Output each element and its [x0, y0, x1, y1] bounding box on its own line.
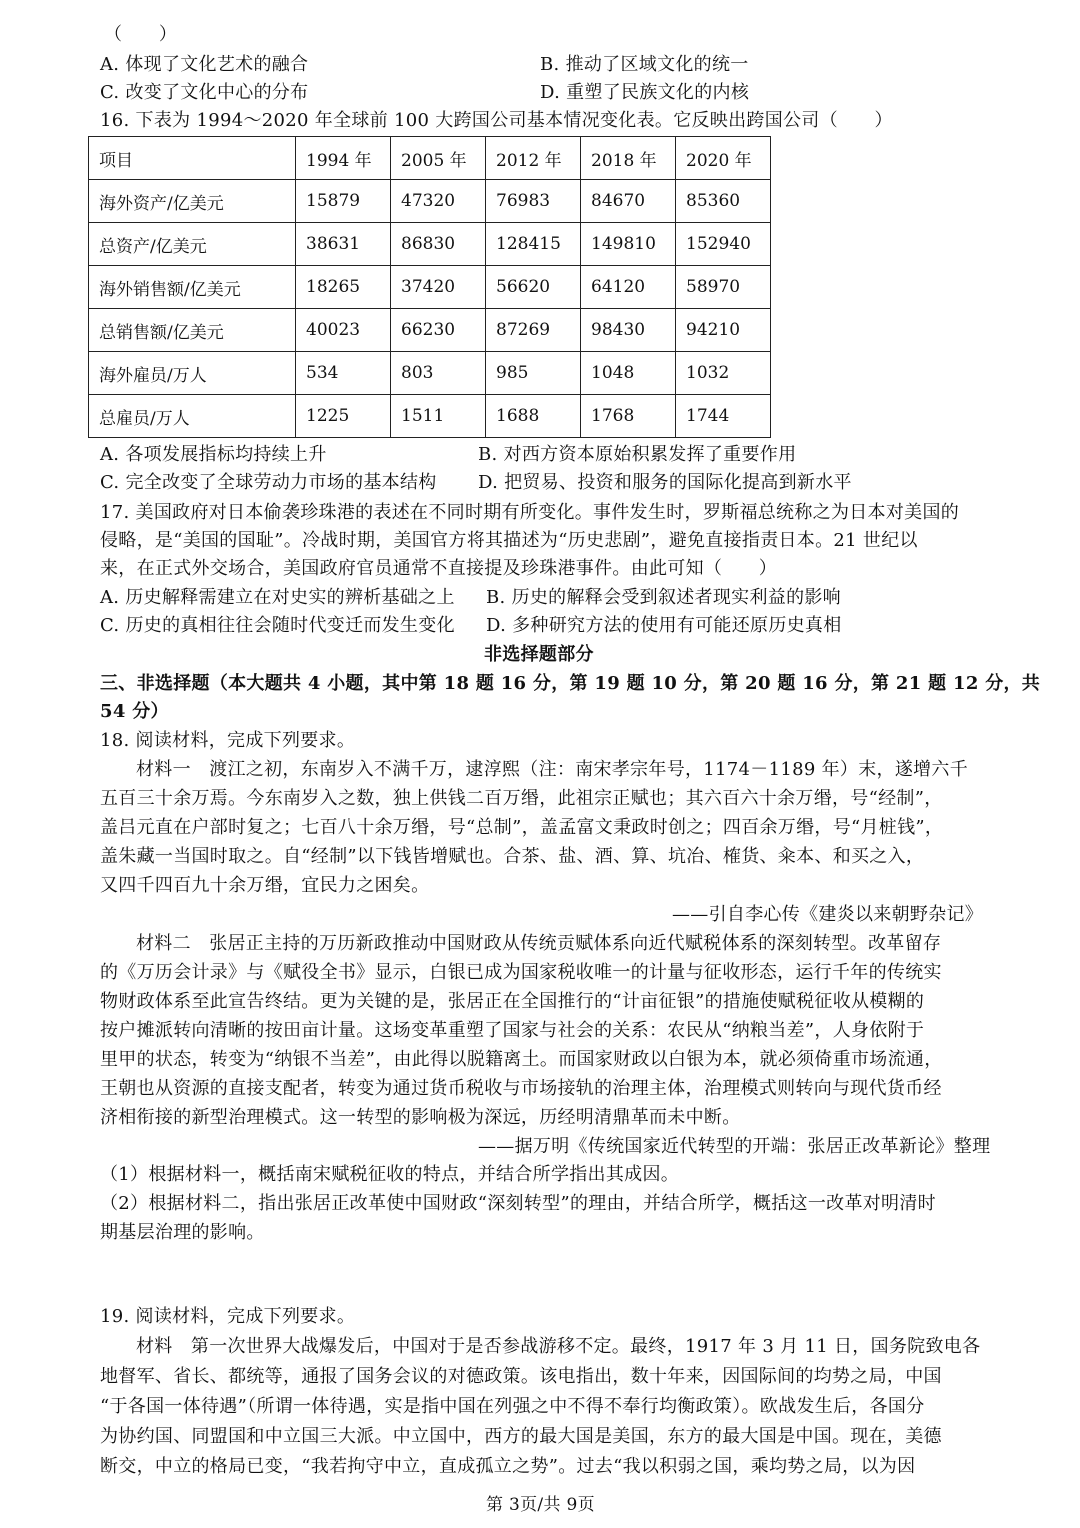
- table-cell: 1225: [296, 395, 391, 438]
- q18-material-2-line: 按户摊派转向清晰的按田亩计量。这场变革重塑了国家与社会的关系：农民从“纳粮当差”，人身依附于: [100, 1020, 925, 1041]
- q16-option-a: A. 各项发展指标均持续上升: [100, 444, 327, 465]
- q16-option-d: D. 把贸易、投资和服务的国际化提高到新水平: [478, 472, 852, 493]
- table-header-cell: 2018 年: [581, 137, 676, 180]
- q18-stem: 18. 阅读材料，完成下列要求。: [100, 730, 356, 751]
- table-cell: 128415: [486, 223, 581, 266]
- table-cell: 1688: [486, 395, 581, 438]
- q19-stem: 19. 阅读材料，完成下列要求。: [100, 1306, 356, 1327]
- q18-material-2-line: 材料二 张居正主持的万历新政推动中国财政从传统贡赋体系向近代赋税体系的深刻转型。改革留存: [136, 933, 942, 954]
- table-row: [89, 266, 771, 309]
- table-cell: 总资产/亿美元: [89, 223, 296, 266]
- q18-material-2-line: 王朝也从资源的直接支配者，转变为通过货币税收与市场接轨的治理主体，治理模式则转向与现代货币经: [100, 1078, 942, 1099]
- q16-option-b: B. 对西方资本原始积累发挥了重要作用: [478, 444, 797, 465]
- table-row: [89, 309, 771, 352]
- table-cell: 1511: [391, 395, 486, 438]
- table-cell: 海外资产/亿美元: [89, 180, 296, 223]
- table-row: [89, 352, 771, 395]
- table-cell: 149810: [581, 223, 676, 266]
- q18-material-1-line: 五百三十余万焉。今东南岁入之数，独上供钱二百万缗，此祖宗正赋也；其六百六十余万缗，号“经制”，: [100, 788, 943, 809]
- table-cell: 98430: [581, 309, 676, 352]
- q17-stem-line-2: 侵略，是“美国的国耻”。冷战时期，美国官方将其描述为“历史悲剧”，避免直接指责日本。21 世纪以: [100, 530, 918, 551]
- table-header-cell: 项目: [89, 137, 296, 180]
- table-cell: 56620: [486, 266, 581, 309]
- table-cell: 803: [391, 352, 486, 395]
- table-cell: 海外雇员/万人: [89, 352, 296, 395]
- q19-material-line: 地督军、省长、都统等，通报了国务会议的对德政策。该电指出，数十年来，因国际间的均势之局，中国: [100, 1366, 942, 1387]
- table-cell: 66230: [391, 309, 486, 352]
- q17-option-d: D. 多种研究方法的使用有可能还原历史真相: [486, 615, 842, 636]
- q19-material-line: “于各国一体待遇”（所谓一体待遇，实是指中国在列强之中不得不奉行均衡政策）。欧战发生后，各国分: [100, 1396, 925, 1417]
- section-title: 非选择题部分: [484, 644, 594, 665]
- table-cell: 1032: [676, 352, 771, 395]
- table-cell: 38631: [296, 223, 391, 266]
- q18-material-2-line: 济相衔接的新型治理模式。这一转型的影响极为深远，历经明清鼎革而未中断。: [100, 1107, 741, 1128]
- table-cell: 76983: [486, 180, 581, 223]
- q15-option-a: A. 体现了文化艺术的融合: [100, 54, 309, 75]
- table-cell: 47320: [391, 180, 486, 223]
- q17-option-b: B. 历史的解释会受到叙述者现实利益的影响: [486, 587, 841, 608]
- table-row: [89, 395, 771, 438]
- table-cell: 94210: [676, 309, 771, 352]
- q16-option-c: C. 完全改变了全球劳动力市场的基本结构: [100, 472, 437, 493]
- table-cell: 15879: [296, 180, 391, 223]
- q17-stem-line-1: 17. 美国政府对日本偷袭珍珠港的表述在不同时期有所变化。事件发生时，罗斯福总统称之为日本对美国的: [100, 502, 960, 523]
- q19-material-line: 材料 第一次世界大战爆发后，中国对于是否参战游移不定。最终，1917 年 3 月 11 日，国务院致电各: [136, 1336, 981, 1357]
- q15-option-c: C. 改变了文化中心的分布: [100, 82, 309, 103]
- table-cell: 1744: [676, 395, 771, 438]
- table-cell: 84670: [581, 180, 676, 223]
- table-header-cell: 2020 年: [676, 137, 771, 180]
- q18-requirement-1: （1）根据材料一，概括南宋赋税征收的特点，并结合所学指出其成因。: [100, 1164, 680, 1185]
- q18-material-1-line: 盖朱藏一当国时取之。自“经制”以下钱皆增赋也。合茶、盐、酒、算、坑冶、榷货、籴本、和买之入，: [100, 846, 925, 867]
- q17-option-c: C. 历史的真相往往会随时代变迁而发生变化: [100, 615, 455, 636]
- q18-requirement-2-line-2: 期基层治理的影响。: [100, 1222, 265, 1243]
- table-cell: 总雇员/万人: [89, 395, 296, 438]
- table-row: [89, 180, 771, 223]
- table-cell: 海外销售额/亿美元: [89, 266, 296, 309]
- multinational-table: [88, 136, 771, 438]
- table-header-cell: 2005 年: [391, 137, 486, 180]
- q15-option-b: B. 推动了区域文化的统一: [540, 54, 749, 75]
- q18-material-2-line: 里甲的状态，转变为“纳银不当差”，由此得以脱籍离土。而国家财政以白银为本，就必须倚重市场流通，: [100, 1049, 943, 1070]
- q19-material-line: 为协约国、同盟国和中立国三大派。中立国中，西方的最大国是美国，东方的最大国是中国。现在，美德: [100, 1426, 942, 1447]
- page-number: 第 3页/共 9页: [486, 1495, 595, 1515]
- table-cell: 64120: [581, 266, 676, 309]
- table-cell: 37420: [391, 266, 486, 309]
- q18-material-1-line: 材料一 渡江之初，东南岁入不满千万，逮淳熙（注：南宋孝宗年号，1174－1189 年）末，遂增六千: [136, 759, 969, 780]
- table-row: [89, 223, 771, 266]
- table-header-row: [89, 137, 771, 180]
- table-header-cell: 1994 年: [296, 137, 391, 180]
- q18-material-1-line: 盖吕元直在户部时复之；七百八十余万缗，号“总制”，盖孟富文秉政时创之；四百余万缗，号“月桩钱”，: [100, 817, 944, 838]
- table-cell: 18265: [296, 266, 391, 309]
- q18-requirement-2-line-1: （2）根据材料二，指出张居正改革使中国财政“深刻转型”的理由，并结合所学，概括这一改革对明清时: [100, 1193, 936, 1214]
- q18-material-1-source: ——引自李心传《建炎以来朝野杂记》: [672, 904, 984, 925]
- table-cell: 总销售额/亿美元: [89, 309, 296, 352]
- table-cell: 1768: [581, 395, 676, 438]
- q15-option-d: D. 重塑了民族文化的内核: [540, 82, 750, 103]
- q15-answer-bracket: （ ）: [104, 24, 178, 45]
- table-cell: 87269: [486, 309, 581, 352]
- table-cell: 1048: [581, 352, 676, 395]
- q18-material-2-line: 的《万历会计录》与《赋役全书》显示，白银已成为国家税收唯一的计量与征收形态，运行千年的传统实: [100, 962, 942, 983]
- table-cell: 985: [486, 352, 581, 395]
- section-heading-line-1: 三、非选择题（本大题共 4 小题，其中第 18 题 16 分，第 19 题 10 分，第 20 题 16 分，第 21 题 12 分，共: [100, 673, 1041, 694]
- q16-stem: 16. 下表为 1994～2020 年全球前 100 大跨国公司基本情况变化表。它反映出跨国公司（ ）: [100, 110, 893, 131]
- table-cell: 85360: [676, 180, 771, 223]
- q18-material-2-source: ——据万明《传统国家近代转型的开端：张居正改革新论》整理: [478, 1136, 991, 1157]
- table-cell: 534: [296, 352, 391, 395]
- table-cell: 40023: [296, 309, 391, 352]
- q18-material-2-line: 物财政体系至此宣告终结。更为关键的是，张居正在全国推行的“计亩征银”的措施使赋税征收从模糊的: [100, 991, 925, 1012]
- q19-material-line: 断交，中立的格局已变，“我若拘守中立，直成孤立之势”。过去“我以积弱之国，乘均势之局，以为因: [100, 1456, 916, 1477]
- q17-stem-line-3: 来，在正式外交场合，美国政府官员通常不直接提及珍珠港事件。由此可知（ ）: [100, 558, 778, 579]
- q17-option-a: A. 历史解释需建立在对史实的辨析基础之上: [100, 587, 455, 608]
- table-header-cell: 2012 年: [486, 137, 581, 180]
- section-heading-line-2: 54 分）: [100, 701, 169, 722]
- q18-material-1-line: 又四千四百九十余万缗，宜民力之困矣。: [100, 875, 430, 896]
- table-cell: 86830: [391, 223, 486, 266]
- table-cell: 58970: [676, 266, 771, 309]
- table-cell: 152940: [676, 223, 771, 266]
